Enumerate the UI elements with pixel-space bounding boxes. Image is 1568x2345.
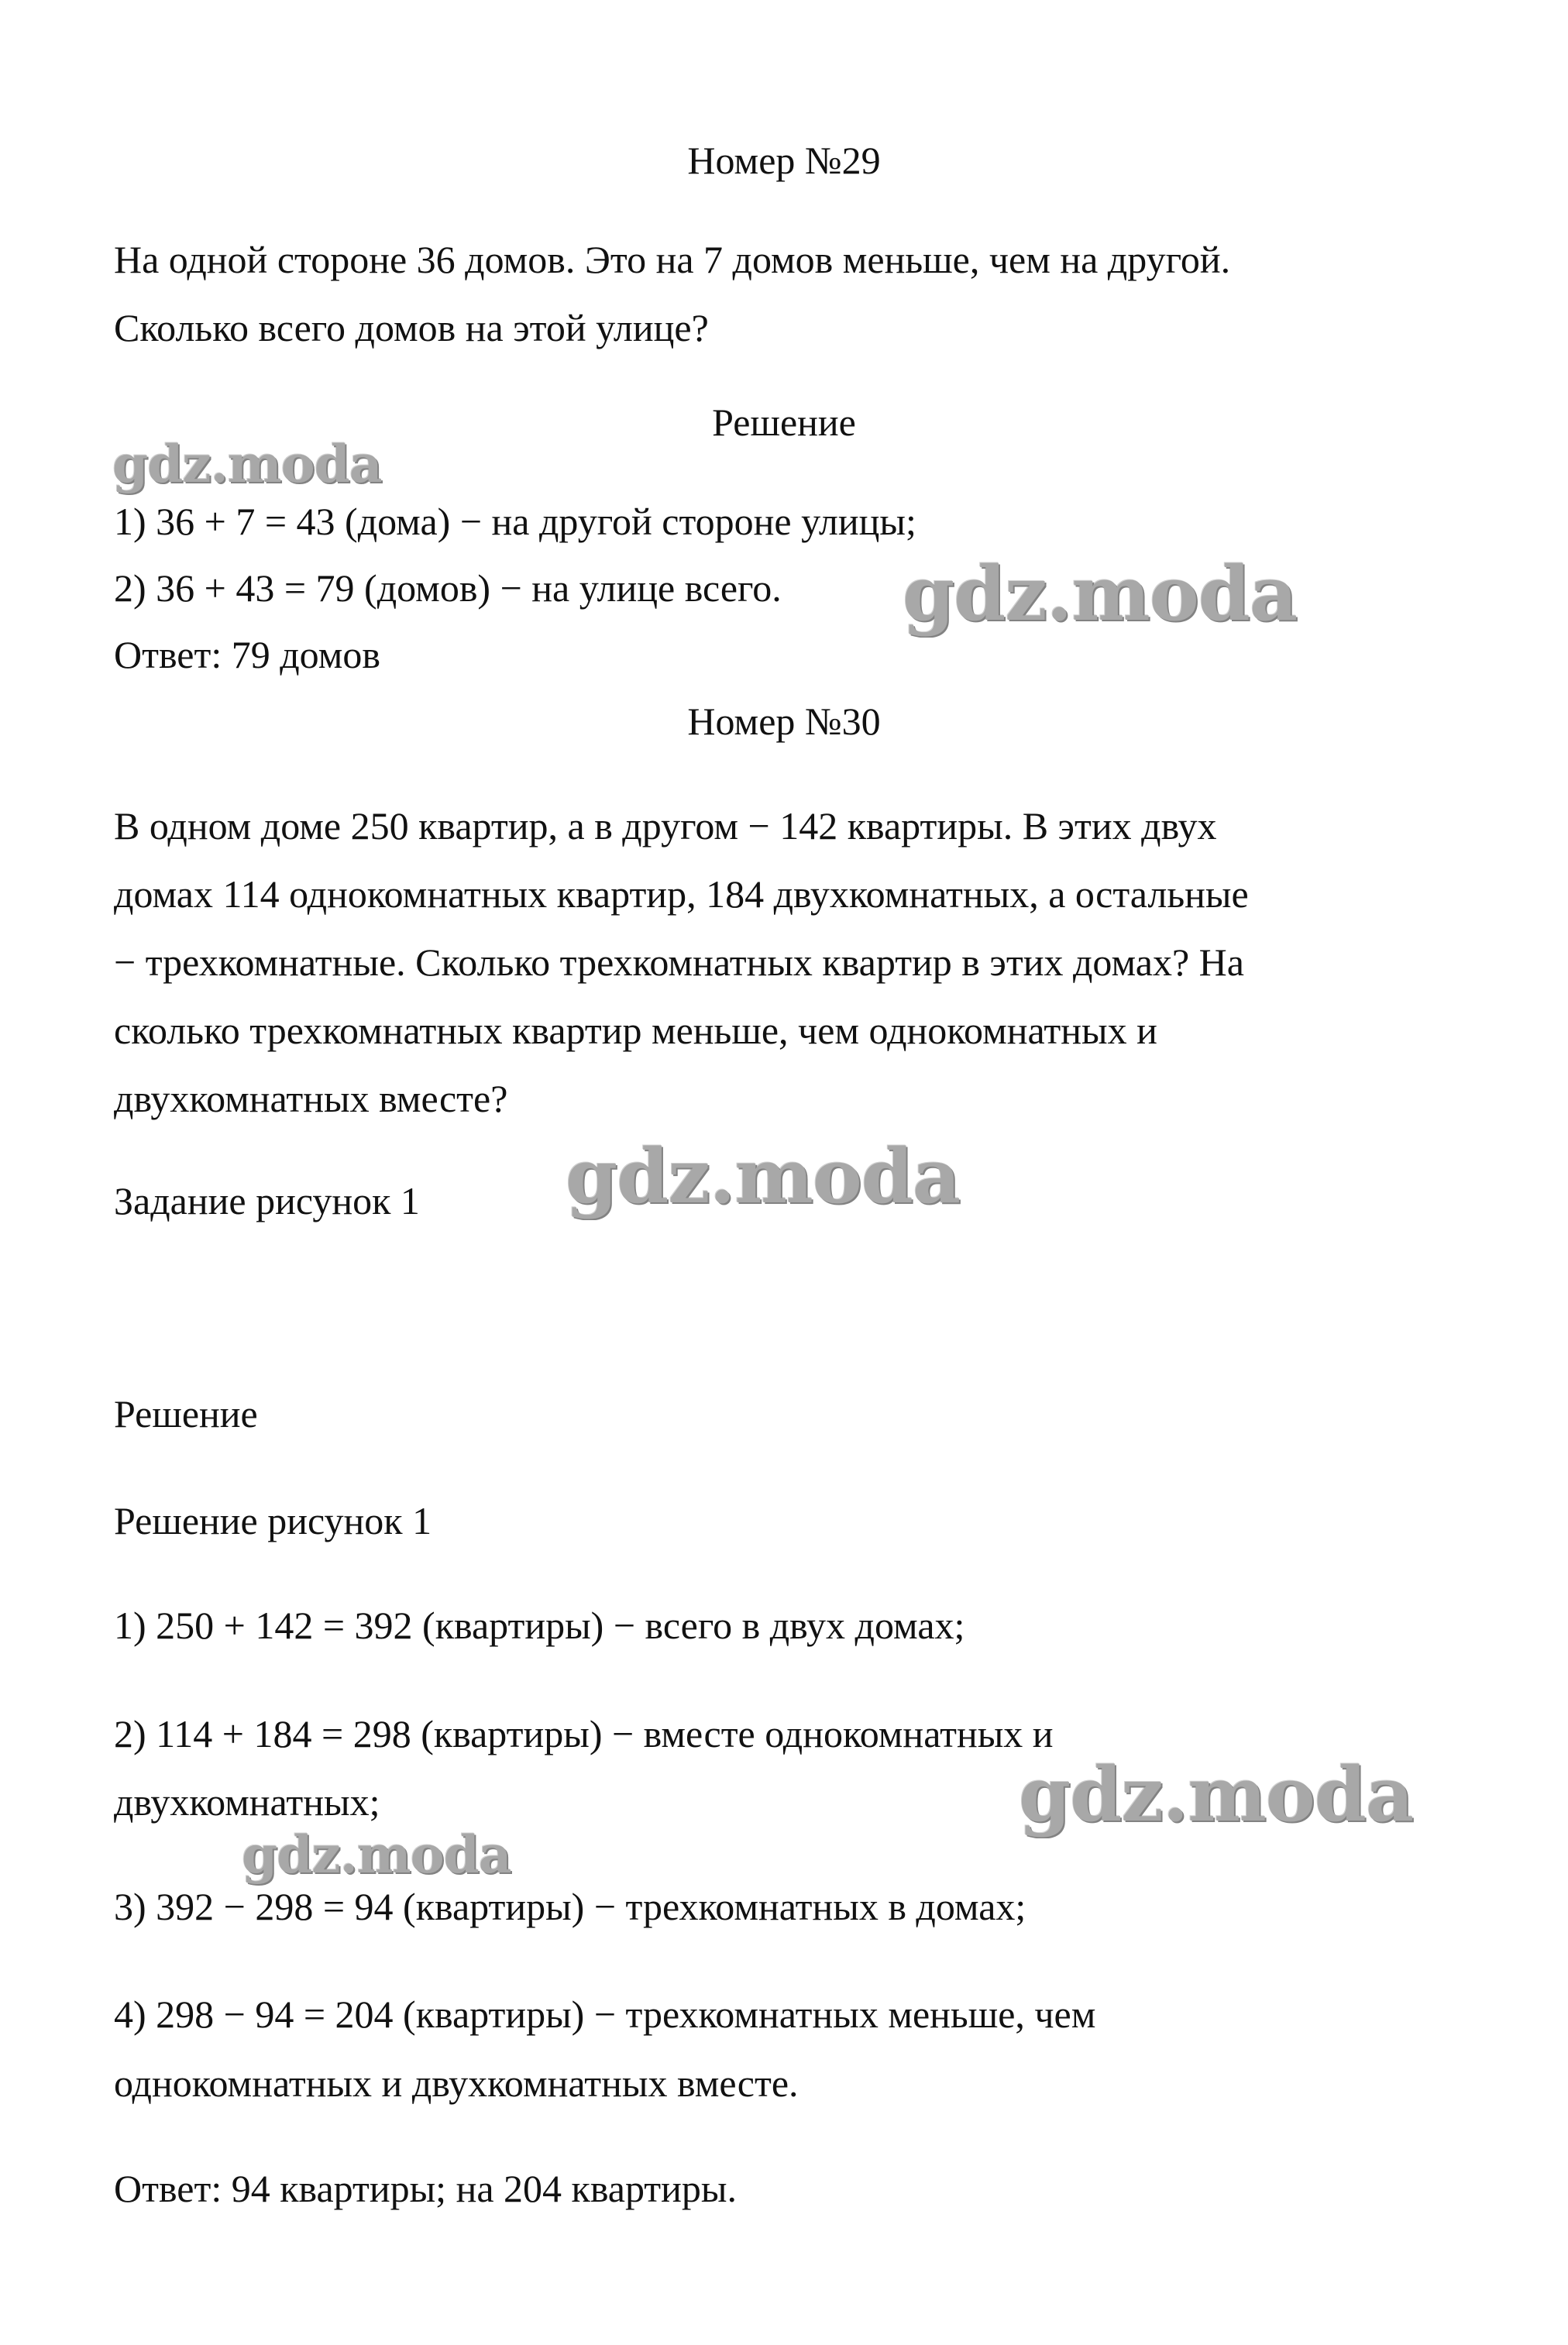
problem-30-solution-heading: Решение: [114, 1392, 258, 1436]
watermark-logo: gdz.moda: [903, 550, 1298, 638]
problem-30-text-line-4: сколько трехкомнатных квартир меньше, чем однокомнатных и: [114, 1009, 1157, 1052]
problem-30-step-4: 4) 298 − 94 = 204 (квартиры) − трехкомнатных меньше, чем: [114, 1993, 1096, 2036]
problem-30-text-line-1: В одном доме 250 квартир, а в другом − 142 квартиры. В этих двух: [114, 804, 1217, 848]
problem-30-step-3: 3) 392 − 298 = 94 (квартиры) − трехкомнатных в домах;: [114, 1885, 1026, 1928]
problem-30-text-line-3: − трехкомнатные. Сколько трехкомнатных квартир в этих домах? На: [114, 940, 1244, 984]
problem-29-answer: Ответ: 79 домов: [114, 633, 380, 676]
watermark-logo: gdz.moda: [242, 1824, 511, 1885]
problem-30-task-figure: Задание рисунок 1: [114, 1179, 420, 1222]
problem-30-answer: Ответ: 94 квартиры; на 204 квартиры.: [114, 2167, 738, 2210]
problem-30-step-2-cont: двухкомнатных;: [114, 1780, 380, 1824]
problem-30-step-1: 1) 250 + 142 = 392 (квартиры) − всего в двух домах;: [114, 1604, 965, 1647]
problem-29-title: Номер №29: [687, 139, 881, 182]
problem-29-text-line-2: Сколько всего домов на этой улице?: [114, 306, 709, 349]
problem-30-title: Номер №30: [687, 700, 881, 743]
problem-30-text-line-5: двухкомнатных вместе?: [114, 1077, 508, 1120]
problem-29-step-2: 2) 36 + 43 = 79 (домов) − на улице всего.: [114, 566, 782, 610]
problem-29-text-line-1: На одной стороне 36 домов. Это на 7 домов меньше, чем на другой.: [114, 238, 1231, 281]
problem-30-step-4-cont: однокомнатных и двухкомнатных вместе.: [114, 2061, 799, 2105]
watermark-logo: gdz.moda: [112, 434, 382, 494]
problem-30-step-2: 2) 114 + 184 = 298 (квартиры) − вместе однокомнатных и: [114, 1712, 1054, 1755]
watermark-logo: gdz.moda: [1019, 1751, 1414, 1838]
watermark-logo: gdz.moda: [566, 1133, 961, 1220]
problem-30-solution-figure: Решение рисунок 1: [114, 1499, 432, 1542]
problem-29-solution-heading: Решение: [712, 401, 856, 444]
problem-30-text-line-2: домах 114 однокомнатных квартир, 184 двухкомнатных, а остальные: [114, 872, 1249, 916]
problem-29-step-1: 1) 36 + 7 = 43 (дома) − на другой стороне улицы;: [114, 500, 916, 543]
